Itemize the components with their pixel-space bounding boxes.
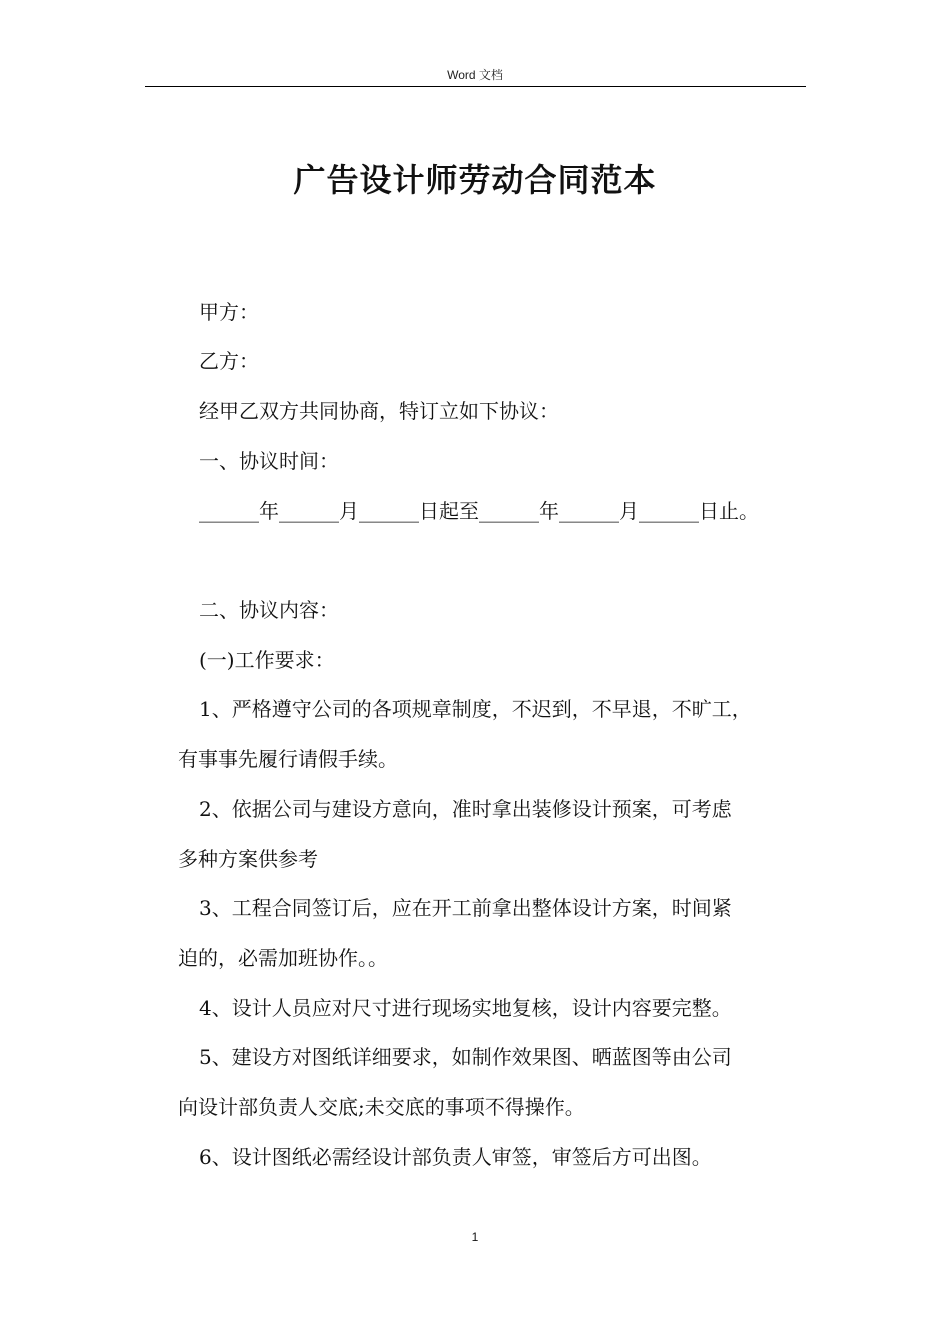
clause-continuation: 向设计部负责人交底;未交底的事项不得操作。 bbox=[178, 1095, 585, 1119]
clause-continuation: 迫的，必需加班协作。。 bbox=[178, 946, 388, 970]
clause-line: 3、工程合同签订后，应在开工前拿出整体设计方案，时间紧 bbox=[199, 896, 732, 920]
clause-line: 1、严格遵守公司的各项规章制度，不迟到，不早退，不旷工， bbox=[199, 697, 752, 721]
document-title: 广告设计师劳动合同范本 bbox=[293, 161, 657, 199]
section-heading: 二、协议内容： bbox=[199, 598, 339, 622]
clause-line: 4、设计人员应对尺寸进行现场实地复核，设计内容要完整。 bbox=[199, 996, 732, 1020]
section-heading: 一、协议时间： bbox=[199, 449, 339, 473]
header-divider bbox=[145, 86, 806, 87]
clause-line: 5、建设方对图纸详细要求，如制作效果图、晒蓝图等由公司 bbox=[199, 1045, 732, 1069]
party-a-line: 甲方： bbox=[199, 300, 259, 324]
clause-line: 6、设计图纸必需经设计部负责人审签，审签后方可出图。 bbox=[199, 1145, 712, 1169]
clause-line: 2、依据公司与建设方意向，准时拿出装修设计预案，可考虑 bbox=[199, 797, 732, 821]
party-b-line: 乙方： bbox=[199, 349, 259, 373]
page-number: 1 bbox=[471, 1230, 479, 1244]
subsection-heading: (一)工作要求： bbox=[199, 648, 335, 672]
preamble-line: 经甲乙双方共同协商，特订立如下协议： bbox=[199, 399, 559, 423]
clause-continuation: 多种方案供参考 bbox=[178, 847, 318, 871]
date-range-line: ______年______月______日起至______年______月______日止。 bbox=[199, 499, 759, 523]
page-header: Word 文档 bbox=[447, 68, 503, 82]
clause-continuation: 有事事先履行请假手续。 bbox=[178, 747, 398, 771]
